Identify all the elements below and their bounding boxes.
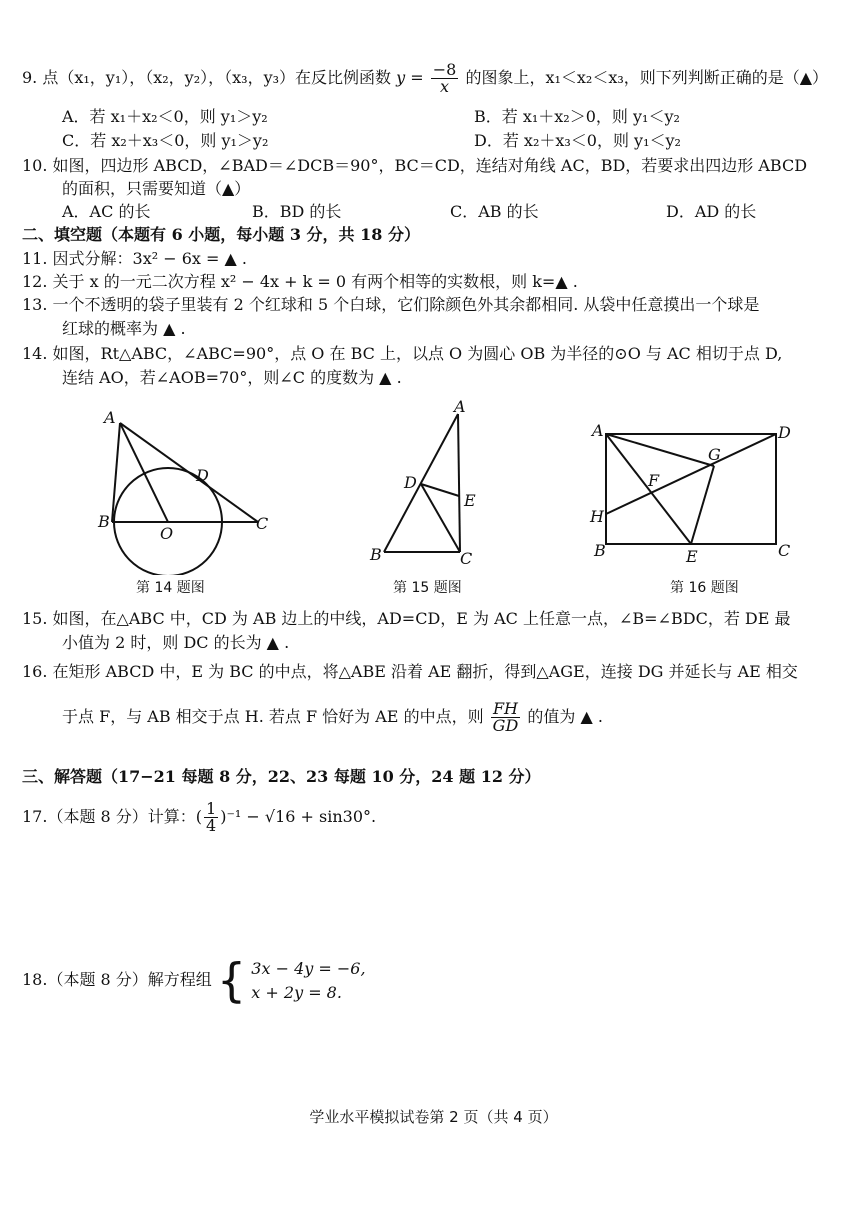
fig16-label-d: D [778,423,791,442]
fig16-segment-eg [691,466,714,544]
fig15-caption: 第 15 题图 [393,580,462,596]
figure-14 [96,405,286,575]
q9-stem-b: 的图象上，x₁＜x₂＜x₃，则下列判断正确的是（▲） [465,68,829,87]
q17-suffix: )⁻¹ − √16 + sin30°. [220,807,377,826]
q16-line2 [62,700,603,734]
fig14-segment-ac [120,423,258,522]
page-footer: 学业水平模拟试卷第 2 页（共 4 页） [309,1108,558,1126]
fig16-caption: 第 16 题图 [670,580,739,596]
q15-line1: 15. 如图，在△ABC 中，CD 为 AB 边上的中线，AD=CD，E 为 AC 上任意一点，∠B=∠BDC，若 DE 最 [22,609,791,628]
q9-option-c: C．若 x₂＋x₃＜0，则 y₁＞y₂ [62,131,269,150]
q16-fraction [491,701,521,734]
section-3-heading: 三、解答题（17−21 每题 8 分，22、23 每题 10 分，24 题 12 分） [22,767,541,786]
fig16-label-f: F [648,471,660,490]
fig16-label-h: H [590,507,604,526]
fig16-segment-ag [606,434,714,466]
fig16-rectangle-abcd [606,434,776,544]
fig14-segment-ao [120,423,168,522]
q10-option-b: B．BD 的长 [252,202,342,221]
fig15-label-d: D [404,473,417,492]
q9-option-b: B．若 x₁＋x₂＞0，则 y₁＜y₂ [474,107,680,126]
q18 [22,953,366,1008]
q16-line2a: 于点 F，与 AB 相交于点 H. 若点 F 恰好为 AE 的中点，则 [62,707,484,726]
q18-eq1: 3x − 4y = −6, [251,958,366,978]
fig16-label-g: G [708,445,721,464]
q9-stem [22,62,828,95]
q18-system [251,957,365,1005]
q13-line1: 13. 一个不透明的袋子里装有 2 个红球和 5 个白球，它们除颜色外其余都相同. 从袋中任意摸出一个球是 [22,295,760,314]
fig16-label-e: E [686,547,698,566]
fig15-label-a: A [454,398,466,416]
fig16-segment-dh [606,434,776,514]
q17-prefix: 17.（本题 8 分）计算：( [22,807,203,826]
q13-line2: 红球的概率为 ▲ . [62,319,186,338]
q12: 12. 关于 x 的一元二次方程 x² − 4x + k = 0 有两个相等的实数根，则 k=▲ . [22,272,578,291]
fig16-label-c: C [778,541,791,560]
q9-func-num: −8 [432,60,457,79]
q16-frac-num: FH [491,701,521,718]
fig14-label-o: O [160,524,174,543]
q10-line2: 的面积，只需要知道（▲） [62,179,251,198]
fig16-label-a: A [592,421,604,440]
q17-frac-den: 4 [206,816,217,835]
q16-line2b: 的值为 ▲ . [527,707,603,726]
fig15-label-e: E [464,491,476,510]
fig15-label-c: C [460,549,473,568]
q16-line1: 16. 在矩形 ABCD 中，E 为 BC 的中点，将△ABE 沿着 AE 翻折，得到△AGE，连接 DG 并延长与 AE 相交 [22,662,798,681]
q16-frac-den: GD [492,716,519,735]
fig14-label-c: C [256,514,269,533]
figure-16 [588,418,808,568]
q14-line1: 14. 如图，Rt△ABC，∠ABC=90°，点 O 在 BC 上，以点 O 为圆心 OB 为半径的⊙O 与 AC 相切于点 D, [22,344,783,363]
q17 [22,800,376,834]
q15-line2: 小值为 2 时，则 DC 的长为 ▲ . [62,633,290,652]
q17-fraction [204,801,218,834]
fig15-segment-ac [458,414,460,552]
fig14-label-a: A [104,408,116,427]
q9-option-a: A．若 x₁＋x₂＜0，则 y₁＞y₂ [62,107,268,126]
q10-option-d: D．AD 的长 [666,202,757,221]
q9-option-d: D．若 x₂＋x₃＜0，则 y₁＜y₂ [474,131,681,150]
fig14-label-b: B [98,512,110,531]
figure-15 [362,398,492,570]
q18-eq2: x + 2y = 8. [251,982,342,1002]
q9-func-y: y = [396,68,424,87]
q10-option-a: A．AC 的长 [62,202,151,221]
q9-func-fraction [431,62,459,95]
fig14-label-d: D [196,466,209,485]
q10-line1: 10. 如图，四边形 ABCD，∠BAD＝∠DCB＝90°，BC＝CD，连结对角线 AC，BD，若要求出四边形 ABCD [22,156,808,175]
q9-stem-a: 9. 点（x₁，y₁），（x₂，y₂），（x₃，y₃）在反比例函数 [22,68,392,87]
fig14-caption: 第 14 题图 [136,580,205,596]
fig15-segment-ab [384,414,458,552]
q17-frac-num: 1 [206,799,217,818]
fig16-label-b: B [594,541,606,560]
q18-prefix: 18.（本题 8 分）解方程组 [22,970,212,989]
q18-brace: { [216,953,247,1008]
fig15-label-b: B [370,545,382,564]
q10-option-c: C．AB 的长 [450,202,539,221]
q11: 11. 因式分解：3x² − 6x = ▲ . [22,249,247,268]
q14-line2: 连结 AO，若∠AOB=70°，则∠C 的度数为 ▲ . [62,368,402,387]
section-2-heading: 二、填空题（本题有 6 小题，每小题 3 分，共 18 分） [22,225,420,244]
q9-func-den: x [440,77,450,96]
